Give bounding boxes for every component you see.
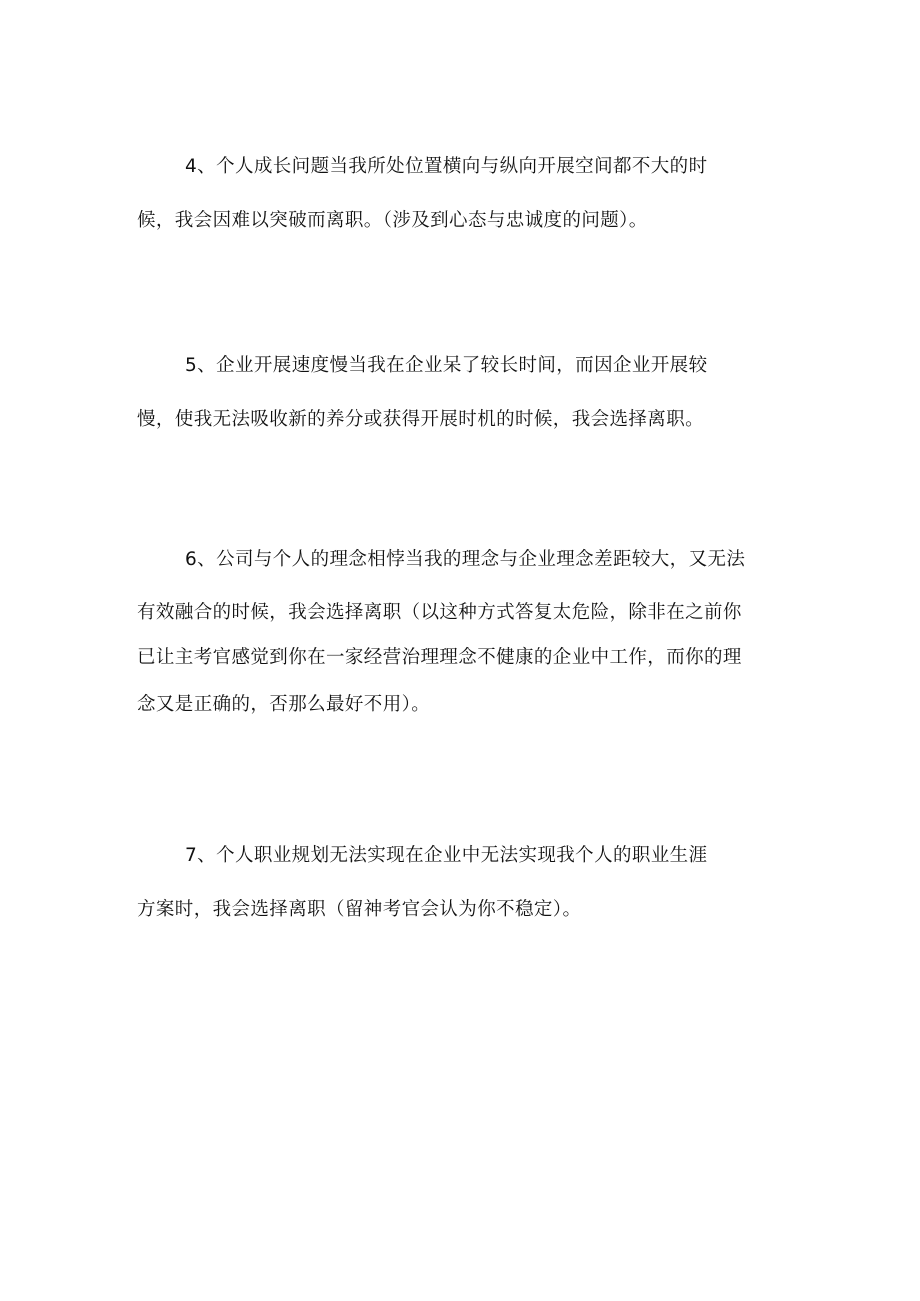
paragraph-5-line-2: 慢，使我无法吸收新的养分或获得开展时机的时候，我会选择离职。: [137, 409, 705, 430]
paragraph-6-line-4: 念又是正确的，否那么最好不用）。: [137, 694, 431, 715]
paragraph-7-line-1: 7、个人职业规划无法实现在企业中无法实现我个人的职业生涯: [185, 845, 708, 866]
paragraph-6-line-1: 6、公司与个人的理念相悖当我的理念与企业理念差距较大，又无法: [185, 549, 746, 570]
paragraph-4-line-2: 候，我会因难以突破而离职。（涉及到心态与忠诚度的问题）。: [137, 210, 648, 231]
paragraph-4-line-1: 4、个人成长问题当我所处位置横向与纵向开展空间都不大的时: [185, 156, 708, 177]
paragraph-6-line-2: 有效融合的时候，我会选择离职（以这种方式答复太危险，除非在之前你: [137, 602, 742, 623]
paragraph-6-line-3: 已让主考官感觉到你在一家经营治理理念不健康的企业中工作，而你的理: [137, 647, 742, 668]
paragraph-7-line-2: 方案时，我会选择离职（留神考官会认为你不稳定）。: [137, 899, 582, 920]
paragraph-5-line-1: 5、企业开展速度慢当我在企业呆了较长时间，而因企业开展较: [185, 355, 708, 376]
